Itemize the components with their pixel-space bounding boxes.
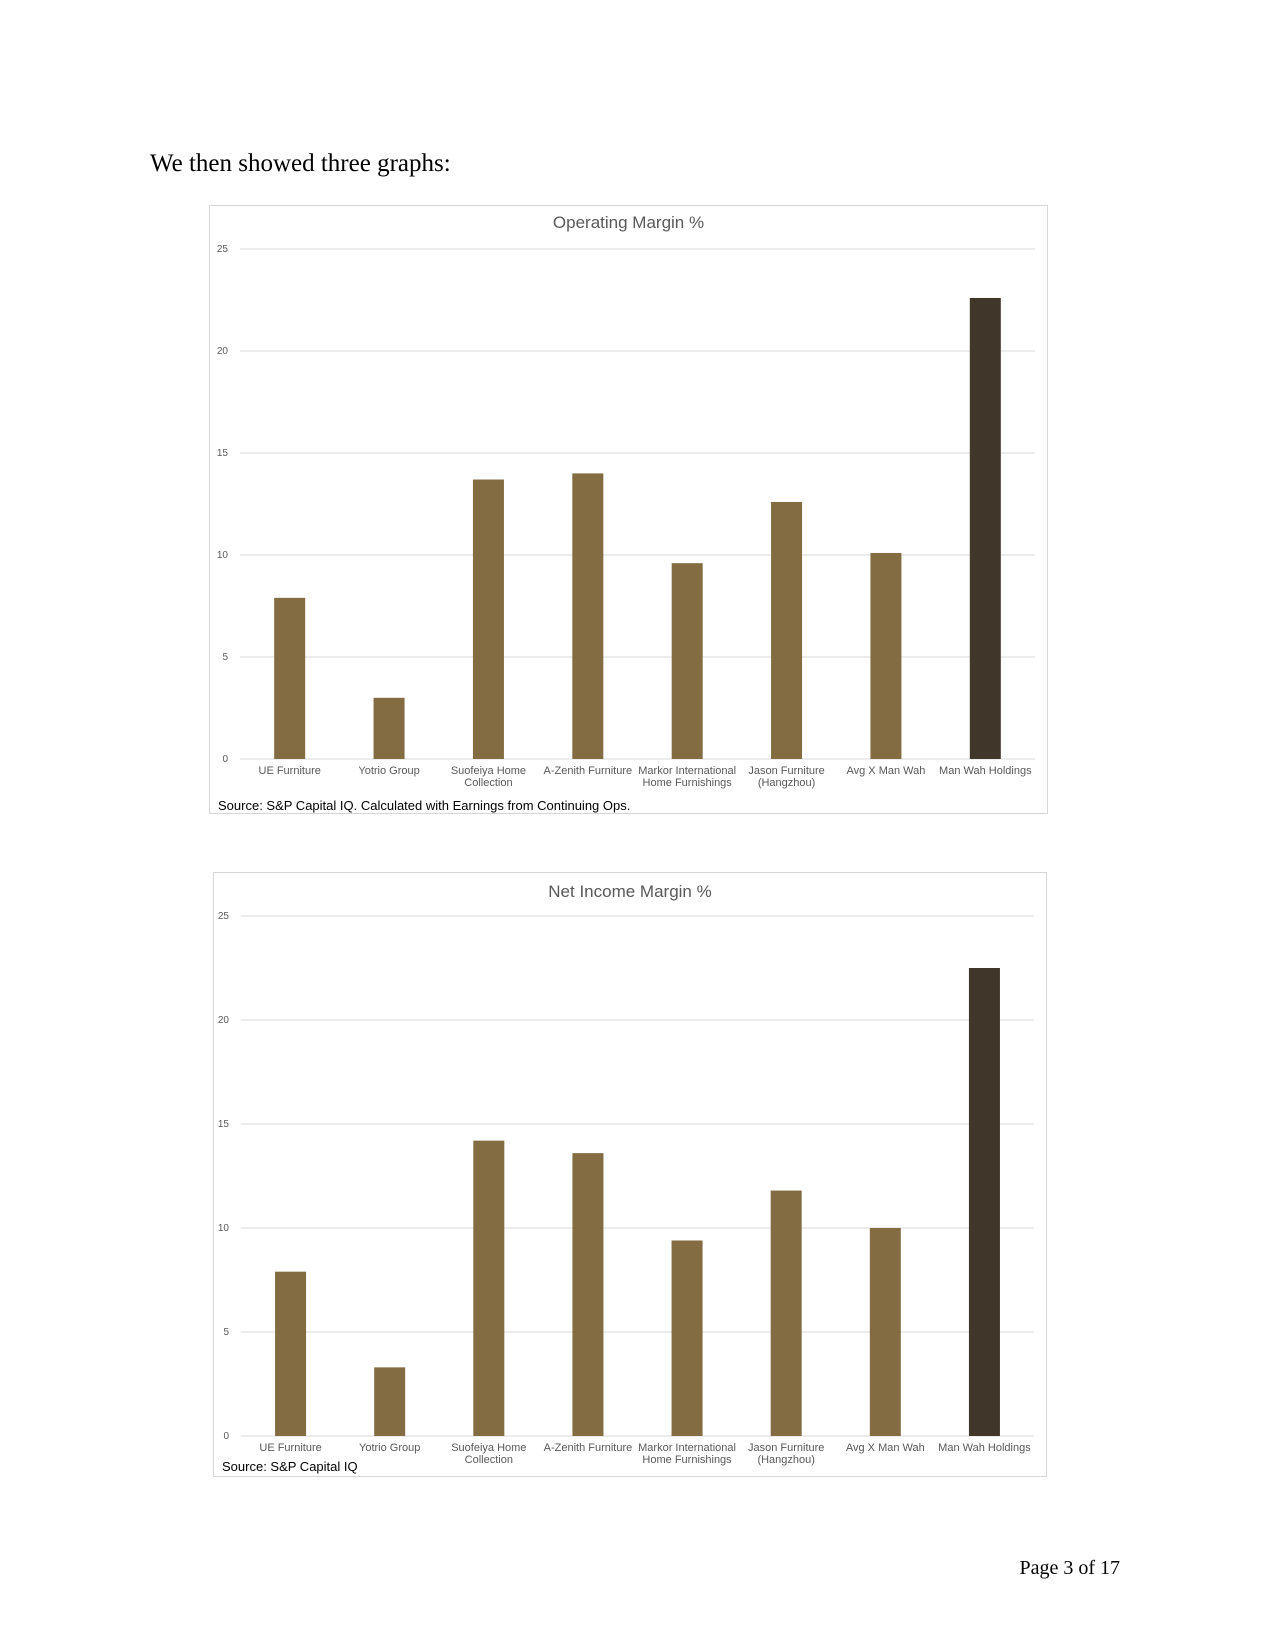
intro-text: We then showed three graphs: [150, 150, 451, 177]
bar [572, 473, 603, 759]
x-category-label [638, 765, 736, 789]
x-category-label-line: Yotrio Group [358, 765, 420, 777]
x-category-label-line: Avg X Man Wah [846, 765, 926, 777]
y-tick-label: 25 [216, 244, 228, 255]
y-tick-label: 25 [217, 911, 229, 922]
net-income-margin-plot [214, 873, 1046, 1476]
x-category-label-line: Jason Furniture [748, 765, 825, 777]
x-category-label [359, 1442, 420, 1454]
x-category-label-line: (Hangzhou) [757, 1454, 815, 1466]
bar [970, 298, 1001, 759]
x-category-label-line: Home Furnishings [642, 1454, 732, 1466]
x-category-label [638, 1442, 736, 1466]
x-category-label-line: Man Wah Holdings [939, 765, 1032, 777]
y-tick-label: 15 [217, 1119, 229, 1130]
bar [870, 1228, 901, 1436]
x-category-label-line: Home Furnishings [642, 777, 732, 789]
x-category-label [748, 765, 824, 789]
x-category-label [748, 1442, 824, 1466]
y-tick-label: 5 [223, 1327, 229, 1338]
y-tick-label: 0 [223, 1431, 229, 1442]
y-tick-label: 0 [222, 754, 228, 765]
page-number: Page 3 of 17 [1019, 1557, 1120, 1579]
chart-source-note: Source: S&P Capital IQ. Calculated with Earnings from Continuing Ops. [218, 798, 631, 813]
bar [275, 1272, 306, 1436]
x-category-label [939, 765, 1032, 777]
chart-title: Operating Margin % [552, 213, 705, 232]
x-category-label [451, 1442, 526, 1466]
x-category-label-line: Collection [464, 777, 513, 789]
bar [274, 598, 305, 759]
x-category-label [543, 765, 632, 777]
x-category-label-line: Collection [464, 1454, 513, 1466]
chart-source-note: Source: S&P Capital IQ [222, 1459, 358, 1474]
x-category-label [544, 1442, 633, 1454]
y-tick-label: 10 [216, 550, 228, 561]
bar [672, 1240, 703, 1436]
x-category-label-line: UE Furniture [258, 765, 321, 777]
x-category-label-line: A-Zenith Furniture [543, 765, 633, 777]
chart-title: Net Income Margin % [548, 882, 712, 901]
x-category-label-line: Markor International [638, 765, 737, 777]
x-category-label [847, 765, 926, 777]
bar [374, 1367, 405, 1436]
y-tick-label: 15 [216, 448, 228, 459]
bar [473, 480, 504, 759]
x-category-label [938, 1442, 1031, 1454]
net-income-margin-chart [213, 872, 1047, 1477]
y-tick-label: 20 [217, 1015, 229, 1026]
operating-margin-chart [209, 205, 1048, 814]
x-category-label-line: Man Wah Holdings [938, 1442, 1031, 1454]
x-category-label-line: Markor International [638, 1442, 736, 1454]
bar [374, 698, 405, 759]
x-category-label [358, 765, 419, 777]
bar [473, 1141, 504, 1436]
x-category-label-line: Suofeiya Home [450, 765, 527, 777]
bar [870, 553, 901, 759]
bar [572, 1153, 603, 1436]
x-category-label [846, 1442, 925, 1454]
x-category-label-line: Suofeiya Home [451, 1442, 527, 1454]
bar [672, 563, 703, 759]
x-category-label-line: UE Furniture [259, 1442, 322, 1454]
y-tick-label: 10 [217, 1223, 229, 1234]
y-tick-label: 20 [216, 346, 228, 357]
bar [771, 502, 802, 759]
x-category-label [259, 765, 321, 777]
x-category-label-line: (Hangzhou) [757, 777, 816, 789]
x-category-label-line: Avg X Man Wah [845, 1442, 925, 1454]
x-category-label [259, 1442, 321, 1454]
x-category-label-line: Jason Furniture [747, 1442, 825, 1454]
bar [969, 968, 1000, 1436]
x-category-label [451, 765, 526, 789]
x-category-label-line: Yotrio Group [359, 1442, 421, 1454]
y-tick-label: 5 [222, 652, 228, 663]
operating-margin-plot [210, 206, 1047, 813]
x-category-label-line: A-Zenith Furniture [543, 1442, 633, 1454]
bar [771, 1191, 802, 1436]
